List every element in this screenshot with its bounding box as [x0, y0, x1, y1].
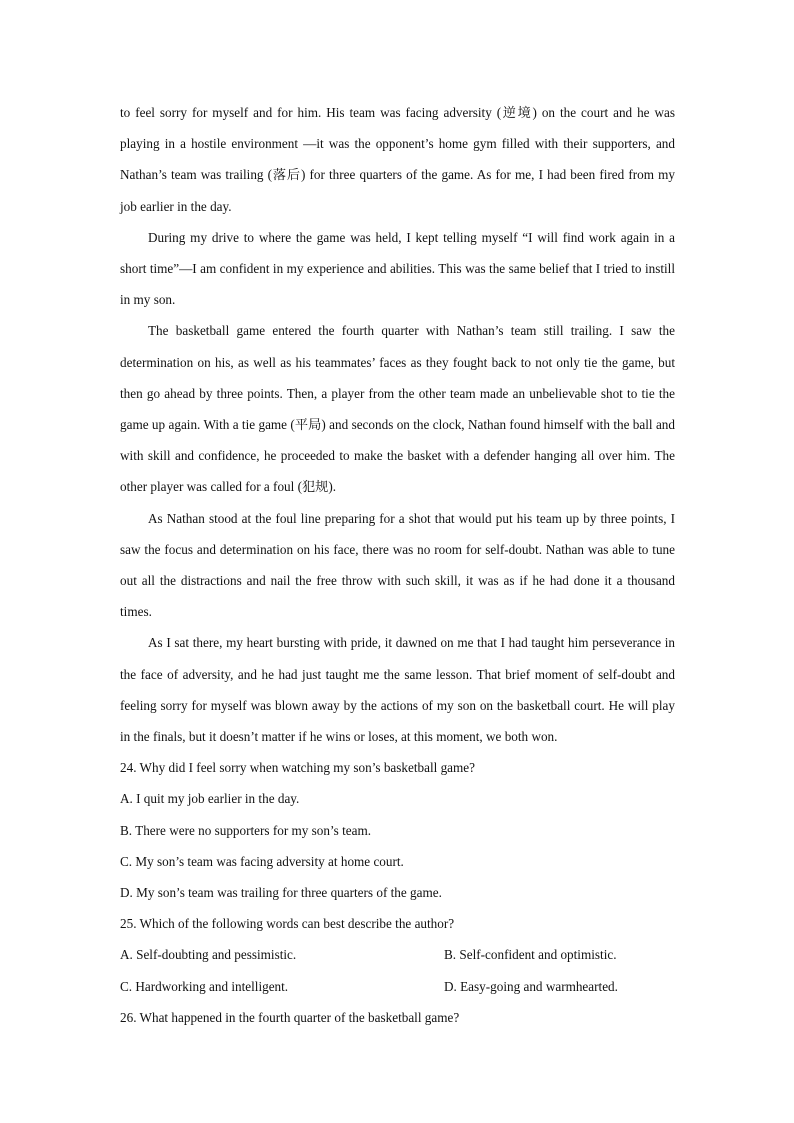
- question-26-stem: 26. What happened in the fourth quarter of the basketball game?: [120, 1009, 460, 1025]
- question-25-option-d: D. Easy-going and warmhearted.: [444, 978, 618, 994]
- passage-paragraph-4: As Nathan stood at the foul line preparing for a shot that would put his team up by three points, I saw the focus and determination on his face, there was no room for self-doubt. Nathan was able to tune out all the distractions and nail the free throw with such skill, it was as if he had done it a thousand times.: [120, 510, 675, 620]
- question-25-option-c: C. Hardworking and intelligent.: [120, 978, 289, 994]
- question-24-option-b: B. There were no supporters for my son’s team.: [120, 822, 371, 838]
- question-25-options-row-1: [120, 939, 675, 970]
- question-26: [120, 1002, 675, 1033]
- passage-paragraph-2: During my drive to where the game was held, I kept telling myself “I will find work again in a short time”—I am confident in my experience and abilities. This was the same belief that I tried to instill in my son.: [120, 229, 675, 308]
- question-25-option-a: A. Self-doubting and pessimistic.: [120, 947, 297, 963]
- question-24-option-a: A. I quit my job earlier in the day.: [120, 791, 300, 807]
- document-page: [120, 97, 675, 1033]
- passage-paragraph-3: The basketball game entered the fourth quarter with Nathan’s team still trailing. I saw the determination on his, as well as his teammates’ faces as they fought back to not only tie the game, but then go ahead by three points. Then, a player from the other team made an unbelievable shot to tie the game up again. With a tie game (平局) and seconds on the clock, Nathan found himself with the ball and with skill and confidence, he proceeded to make the basket with a defender hanging all over him. The other player was called for a foul (犯规).: [120, 323, 675, 495]
- question-25-options-row-2: [120, 971, 675, 1002]
- question-25: [120, 908, 675, 1002]
- question-24: [120, 752, 675, 908]
- passage-paragraph-5: As I sat there, my heart bursting with pride, it dawned on me that I had taught him perseverance in the face of adversity, and he had just taught me the same lesson. That brief moment of self-doubt and feeling sorry for myself was blown away by the actions of my son on the basketball court. He will play in the finals, but it doesn’t matter if he wins or loses, at this moment, we both won.: [120, 635, 675, 745]
- question-25-option-b: B. Self-confident and optimistic.: [444, 947, 617, 963]
- question-24-option-c: C. My son’s team was facing adversity at home court.: [120, 853, 404, 869]
- question-25-stem: 25. Which of the following words can best describe the author?: [120, 916, 455, 932]
- passage-paragraph-1: to feel sorry for myself and for him. His team was facing adversity (逆境) on the court and he was playing in a hostile environment —it was the opponent’s home gym filled with their supporters, and Nathan’s team was trailing (落后) for three quarters of the game. As for me, I had been fired from my job earlier in the day.: [120, 105, 675, 214]
- question-24-option-d: D. My son’s team was trailing for three quarters of the game.: [120, 885, 442, 901]
- question-24-stem: 24. Why did I feel sorry when watching my son’s basketball game?: [120, 760, 475, 776]
